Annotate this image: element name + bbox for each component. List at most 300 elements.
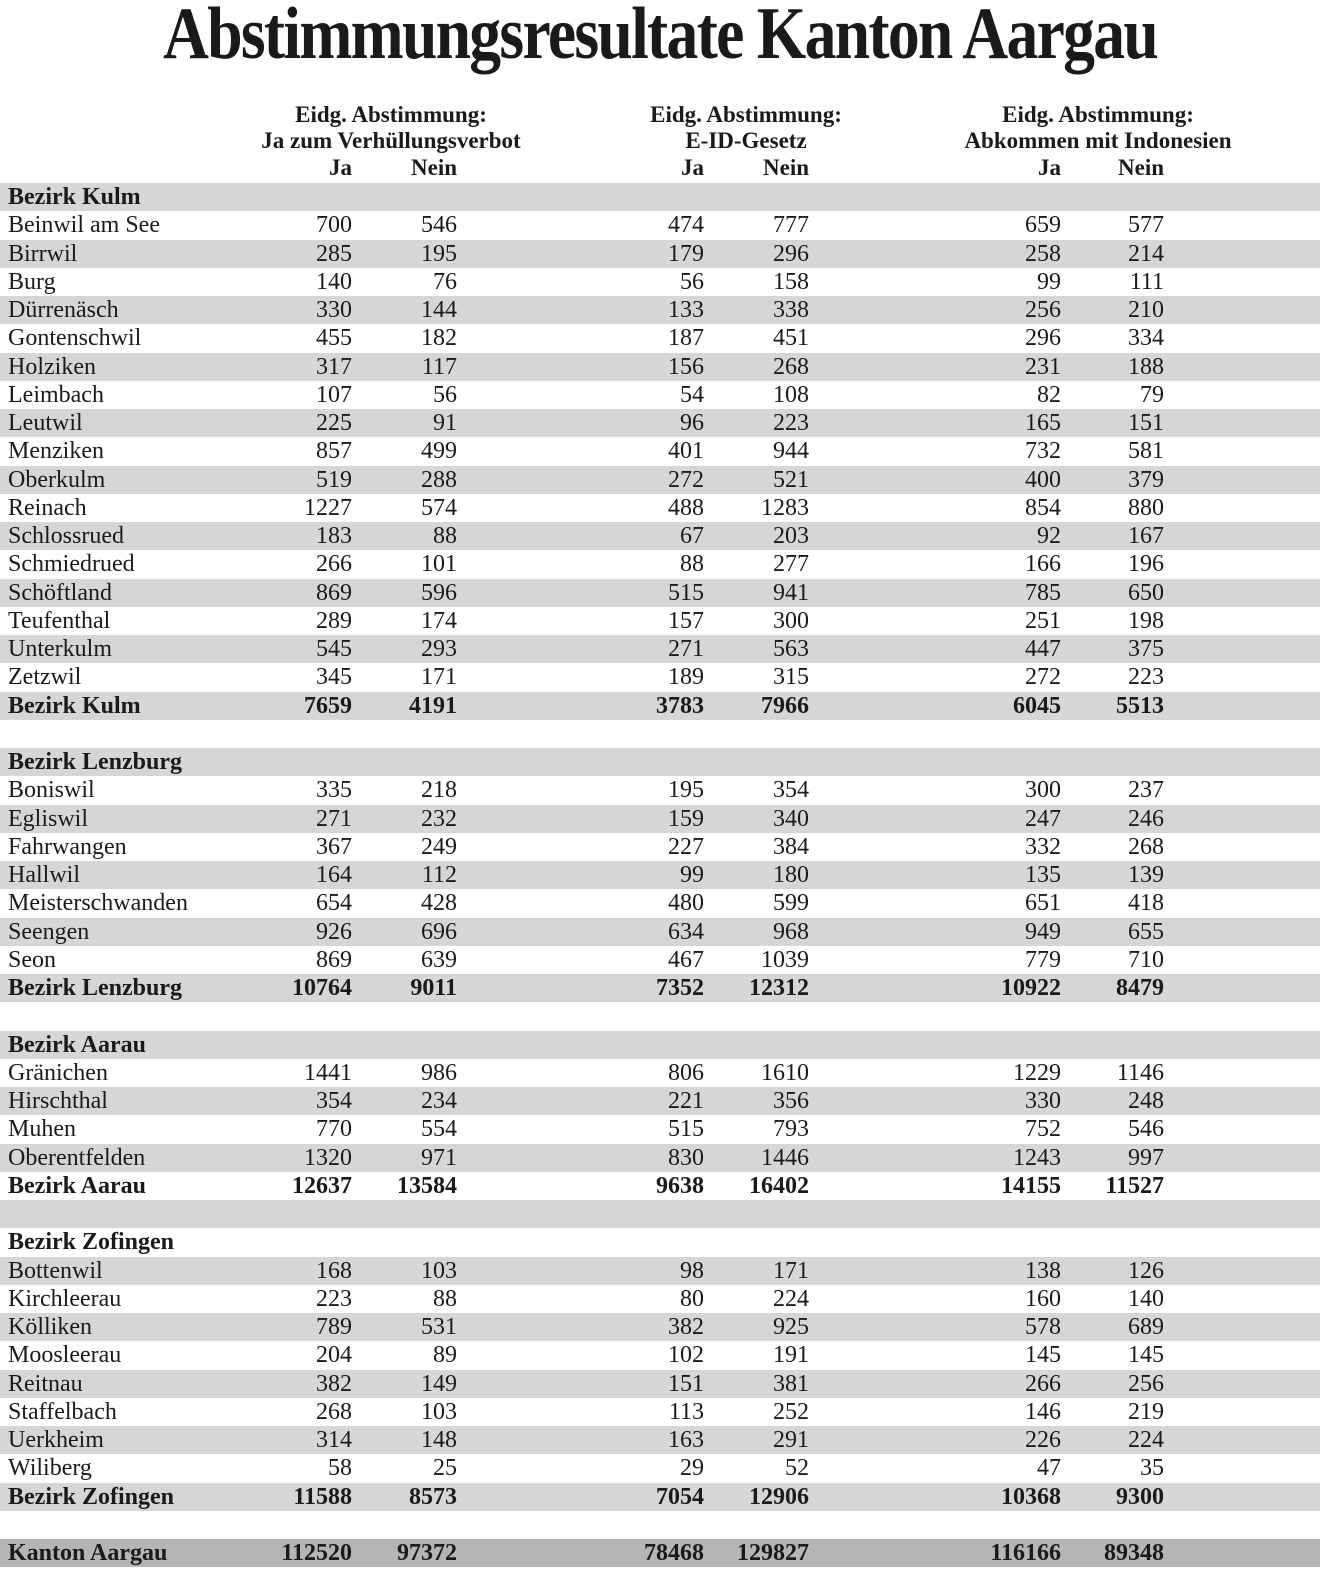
municipality-name: Dürrenäsch [8,297,119,323]
ja-value: 545 [316,636,352,662]
nein-value: 111 [1129,268,1164,295]
nein-value: 139 [1128,862,1164,888]
nein-value: 968 [773,918,809,945]
nein-value: 223 [1128,664,1164,691]
municipality-name: Hallwil [8,862,80,888]
nein-value: 8573 [409,1483,457,1510]
municipality-name: Gränichen [8,1059,108,1086]
nein-value: 599 [773,890,809,917]
nein-value: 546 [1128,1116,1164,1143]
municipality-name: Leutwil [8,410,83,436]
municipality-name: Bezirk Kulm [8,692,141,719]
nein-value: 76 [433,268,457,295]
nein-value: 531 [421,1314,457,1340]
ja-value: 634 [668,918,704,945]
nein-value: 418 [1128,890,1164,917]
municipality-name: Burg [8,268,56,295]
table-row [0,1087,1320,1115]
nein-value: 25 [433,1455,457,1482]
ja-value: 300 [1025,777,1061,804]
municipality-name: Zetzwil [8,664,82,691]
ja-value: 330 [1025,1088,1061,1114]
ja-value: 12637 [292,1172,352,1199]
col-ja-label: Ja [1038,155,1061,180]
ja-value: 400 [1025,466,1061,493]
table-row [0,409,1320,437]
nein-value: 577 [1128,212,1164,239]
nein-value: 12312 [749,975,809,1001]
ja-value: 3783 [656,692,704,719]
ja-value: 159 [668,805,704,832]
municipality-name: Kanton Aargau [8,1540,168,1566]
nein-value: 1039 [761,946,809,973]
nein-value: 203 [773,523,809,549]
municipality-name: Unterkulm [8,636,112,662]
ja-value: 651 [1025,890,1061,917]
municipality-name: Schmiedrued [8,551,135,578]
table-row [0,607,1320,635]
nein-value: 793 [773,1116,809,1143]
ja-value: 285 [316,240,352,267]
ja-value: 266 [1025,1370,1061,1397]
ja-value: 225 [316,410,352,436]
ja-value: 166 [1025,551,1061,578]
ja-value: 854 [1025,494,1061,521]
nein-value: 234 [421,1088,457,1114]
ja-value: 151 [668,1370,704,1397]
nein-value: 56 [433,381,457,408]
ja-value: 99 [1037,268,1061,295]
nein-value: 145 [1128,1342,1164,1369]
district-total-row [0,1172,1320,1200]
nein-value: 223 [773,410,809,436]
table-row [0,324,1320,352]
ja-value: 168 [316,1257,352,1284]
nein-value: 334 [1128,325,1164,352]
nein-value: 97372 [397,1540,457,1566]
municipality-name: Uerkheim [8,1427,104,1453]
municipality-name: Oberentfelden [8,1144,146,1171]
table-row [0,635,1320,663]
ja-value: 195 [668,777,704,804]
ja-value: 785 [1025,579,1061,606]
ja-value: 7054 [656,1483,704,1510]
table-row [0,1285,1320,1313]
ja-value: 271 [668,636,704,662]
ja-value: 82 [1037,381,1061,408]
nein-value: 237 [1128,777,1164,804]
ja-value: 47 [1037,1455,1061,1482]
nein-value: 428 [421,890,457,917]
nein-value: 88 [433,1285,457,1312]
ja-value: 480 [668,890,704,917]
nein-value: 151 [1128,410,1164,436]
ja-value: 14155 [1001,1172,1061,1199]
ja-value: 1227 [304,494,352,521]
ja-value: 9638 [656,1172,704,1199]
table-row [0,1144,1320,1172]
nein-value: 521 [773,466,809,493]
ja-value: 515 [668,579,704,606]
municipality-name: Reitnau [8,1370,83,1397]
ja-value: 367 [316,833,352,860]
ja-value: 96 [680,410,704,436]
header-line1: Eidg. Abstimmung: [295,102,487,127]
ja-value: 92 [1037,523,1061,549]
ja-value: 102 [668,1342,704,1369]
table-row [0,1454,1320,1482]
ja-value: 58 [328,1455,352,1482]
municipality-name: Bezirk Aarau [8,1031,146,1058]
nein-value: 997 [1128,1144,1164,1171]
table-row [0,946,1320,974]
nein-value: 689 [1128,1314,1164,1340]
ja-value: 1243 [1013,1144,1061,1171]
ja-value: 256 [1025,297,1061,323]
ja-value: 700 [316,212,352,239]
nein-value: 944 [773,438,809,465]
municipality-name: Bezirk Kulm [8,184,141,210]
nein-value: 174 [421,607,457,634]
municipality-name: Fahrwangen [8,833,127,860]
table-row [0,1426,1320,1454]
ja-value: 10922 [1001,975,1061,1001]
ja-value: 578 [1025,1314,1061,1340]
ja-value: 296 [1025,325,1061,352]
table-row [0,1341,1320,1369]
nein-value: 315 [773,664,809,691]
ja-value: 266 [316,551,352,578]
nein-value: 112 [421,862,457,888]
results-table [0,183,1320,1567]
ja-value: 382 [668,1314,704,1340]
ja-value: 183 [316,523,352,549]
table-row [0,663,1320,691]
nein-value: 563 [773,636,809,662]
nein-value: 356 [773,1088,809,1114]
district-total-row [0,692,1320,720]
nein-value: 171 [421,664,457,691]
nein-value: 246 [1128,805,1164,832]
ja-value: 56 [680,268,704,295]
nein-value: 182 [421,325,457,352]
nein-value: 546 [421,212,457,239]
municipality-name: Boniswil [8,777,95,804]
nein-value: 268 [1128,833,1164,860]
header-line1: Eidg. Abstimmung: [1002,102,1194,127]
ja-value: 258 [1025,240,1061,267]
municipality-name: Reinach [8,494,87,521]
nein-value: 381 [773,1370,809,1397]
nein-value: 188 [1128,353,1164,380]
ja-value: 806 [668,1059,704,1086]
col-nein-label: Nein [411,155,457,180]
municipality-name: Seon [8,946,56,973]
col-nein-label: Nein [763,155,809,180]
ja-value: 779 [1025,946,1061,973]
ja-value: 80 [680,1285,704,1312]
ja-value: 227 [668,833,704,860]
ja-value: 226 [1025,1427,1061,1453]
nein-value: 655 [1128,918,1164,945]
nein-value: 198 [1128,607,1164,634]
municipality-name: Bezirk Aarau [8,1172,146,1199]
nein-value: 218 [421,777,457,804]
table-row [0,381,1320,409]
ja-value: 345 [316,664,352,691]
table-row [0,211,1320,239]
page-title: Abstimmungsresultate Kanton Aargau [162,0,1158,75]
ja-value: 488 [668,494,704,521]
nein-value: 379 [1128,466,1164,493]
ja-value: 354 [316,1088,352,1114]
ja-value: 11588 [293,1483,352,1510]
municipality-name: Holziken [8,353,96,380]
nein-value: 89348 [1104,1540,1164,1566]
nein-value: 574 [421,494,457,521]
nein-value: 11527 [1105,1172,1164,1199]
section-header-row [0,1228,1320,1256]
ja-value: 949 [1025,918,1061,945]
ja-value: 659 [1025,212,1061,239]
nein-value: 12906 [749,1483,809,1510]
table-row [0,805,1320,833]
nein-value: 180 [773,862,809,888]
header-line2: Abkommen mit Indonesien [964,128,1232,153]
nein-value: 1283 [761,494,809,521]
municipality-name: Kirchleerau [8,1285,122,1312]
nein-value: 191 [773,1342,809,1369]
table-row [0,1115,1320,1143]
ja-value: 112520 [281,1540,352,1566]
ja-value: 401 [668,438,704,465]
header-e-id-gesetz [566,102,926,154]
table-row [0,1257,1320,1285]
ja-value: 99 [680,862,704,888]
ja-value: 146 [1025,1398,1061,1425]
nein-value: 232 [421,805,457,832]
ja-value: 926 [316,918,352,945]
municipality-name: Meisterschwanden [8,890,188,917]
nein-value: 7966 [761,692,809,719]
ja-value: 770 [316,1116,352,1143]
nein-value: 16402 [749,1172,809,1199]
nein-value: 925 [773,1314,809,1340]
ja-value: 1441 [304,1059,352,1086]
nein-value: 256 [1128,1370,1164,1397]
header-line2: E-ID-Gesetz [685,128,807,153]
nein-value: 384 [773,833,809,860]
nein-value: 88 [433,523,457,549]
nein-value: 35 [1140,1455,1164,1482]
nein-value: 971 [421,1144,457,1171]
nein-value: 210 [1128,297,1164,323]
ja-value: 133 [668,297,704,323]
ja-value: 107 [316,381,352,408]
nein-value: 291 [773,1427,809,1453]
municipality-name: Moosleerau [8,1342,122,1369]
ja-value: 7352 [656,975,704,1001]
nein-value: 140 [1128,1285,1164,1312]
col-ja-label: Ja [681,155,704,180]
municipality-name: Staffelbach [8,1398,117,1425]
ja-value: 247 [1025,805,1061,832]
nein-value: 52 [785,1455,809,1482]
municipality-name: Gontenschwil [8,325,142,352]
section-header-row [0,748,1320,776]
ja-value: 455 [316,325,352,352]
municipality-name: Muhen [8,1116,76,1143]
table-row [0,1398,1320,1426]
ja-value: 515 [668,1116,704,1143]
nein-value: 277 [773,551,809,578]
ja-value: 474 [668,212,704,239]
ja-value: 289 [316,607,352,634]
municipality-name: Hirschthal [8,1088,108,1114]
nein-value: 248 [1128,1088,1164,1114]
ja-value: 223 [316,1285,352,1312]
ja-value: 447 [1025,636,1061,662]
table-row [0,268,1320,296]
nein-value: 91 [433,410,457,436]
nein-value: 249 [421,833,457,860]
nein-value: 9300 [1116,1483,1164,1510]
ja-value: 187 [668,325,704,352]
ja-value: 10764 [292,975,352,1001]
nein-value: 650 [1128,579,1164,606]
municipality-name: Oberkulm [8,466,106,493]
nein-value: 596 [421,579,457,606]
table-row [0,296,1320,324]
ja-value: 78468 [644,1540,704,1566]
nein-value: 986 [421,1059,457,1086]
nein-value: 1610 [761,1059,809,1086]
nein-value: 108 [773,381,809,408]
ja-value: 752 [1025,1116,1061,1143]
nein-value: 117 [421,353,457,380]
nein-value: 354 [773,777,809,804]
ja-value: 67 [680,523,704,549]
nein-value: 195 [421,240,457,267]
municipality-name: Teufenthal [8,607,111,634]
col-nein-label: Nein [1118,155,1164,180]
municipality-name: Bezirk Lenzburg [8,975,182,1001]
nein-value: 777 [773,212,809,239]
ja-value: 164 [316,862,352,888]
section-header-row [0,183,1320,211]
col-ja-label: Ja [329,155,352,180]
municipality-name: Schöftland [8,579,112,606]
nein-value: 79 [1140,381,1164,408]
ja-value: 330 [316,297,352,323]
ja-value: 467 [668,946,704,973]
table-row [0,776,1320,804]
nein-value: 375 [1128,636,1164,662]
ja-value: 271 [316,805,352,832]
nein-value: 167 [1128,523,1164,549]
spacer-row [0,720,1320,748]
spacer-row [0,1200,1320,1228]
ja-value: 138 [1025,1257,1061,1284]
ja-value: 7659 [304,692,352,719]
table-row [0,550,1320,578]
nein-value: 696 [421,918,457,945]
ja-value: 10368 [1001,1483,1061,1510]
nein-value: 144 [421,297,457,323]
nein-value: 158 [773,268,809,295]
ja-value: 1320 [304,1144,352,1171]
ja-value: 116166 [990,1540,1061,1566]
nein-value: 101 [421,551,457,578]
ja-value: 231 [1025,353,1061,380]
nein-value: 340 [773,805,809,832]
ja-value: 160 [1025,1285,1061,1312]
ja-value: 157 [668,607,704,634]
nein-value: 171 [773,1257,809,1284]
municipality-name: Bottenwil [8,1257,103,1284]
header-line1: Eidg. Abstimmung: [650,102,842,127]
nein-value: 224 [1128,1427,1164,1453]
ja-value: 98 [680,1257,704,1284]
table-row [0,1370,1320,1398]
ja-value: 789 [316,1314,352,1340]
table-row [0,1059,1320,1087]
header-verhuellungsverbot [211,102,571,154]
table-row [0,240,1320,268]
header-indonesien [918,102,1278,154]
nein-value: 103 [421,1398,457,1425]
municipality-name: Bezirk Zofingen [8,1229,174,1256]
spacer-row [0,1002,1320,1030]
nein-value: 214 [1128,240,1164,267]
municipality-name: Seengen [8,918,90,945]
nein-value: 499 [421,438,457,465]
table-row [0,494,1320,522]
ja-value: 179 [668,240,704,267]
nein-value: 268 [773,353,809,380]
ja-value: 268 [316,1398,352,1425]
nein-value: 129827 [737,1540,809,1566]
ja-value: 272 [668,466,704,493]
ja-value: 88 [680,551,704,578]
ja-value: 251 [1025,607,1061,634]
nein-value: 4191 [409,692,457,719]
ja-value: 140 [316,268,352,295]
ja-value: 382 [316,1370,352,1397]
table-row [0,437,1320,465]
spacer-row [0,1511,1320,1539]
nein-value: 293 [421,636,457,662]
ja-value: 135 [1025,862,1061,888]
ja-value: 189 [668,664,704,691]
ja-value: 54 [680,381,704,408]
municipality-name: Egliswil [8,805,89,832]
nein-value: 296 [773,240,809,267]
ja-value: 272 [1025,664,1061,691]
nein-value: 196 [1128,551,1164,578]
nein-value: 451 [773,325,809,352]
ja-value: 314 [316,1427,352,1453]
header-line2: Ja zum Verhüllungsverbot [261,128,521,153]
ja-value: 113 [668,1398,704,1425]
municipality-name: Menziken [8,438,104,465]
district-total-row [0,974,1320,1002]
nein-value: 219 [1128,1398,1164,1425]
municipality-name: Birrwil [8,240,78,267]
ja-value: 519 [316,466,352,493]
table-row [0,522,1320,550]
nein-value: 288 [421,466,457,493]
